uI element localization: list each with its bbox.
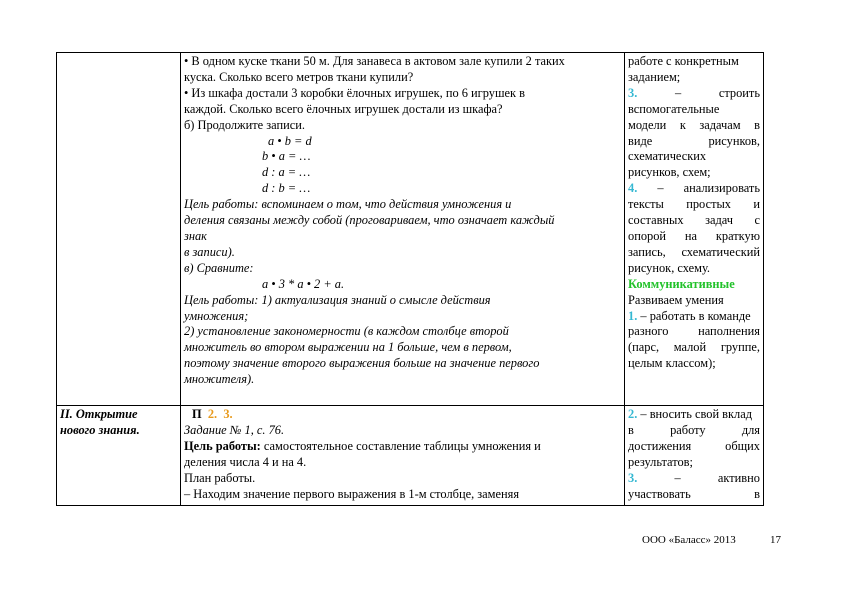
stage-title: II. Открытие [60,407,138,421]
uud-text: активно [717,470,760,485]
lesson-table [56,52,764,506]
uud-line [628,245,760,261]
goal-text: 2) установление закономерности (в каждом столбце второй [184,324,509,339]
uud-text: – [674,85,682,100]
formula: d : b = … [262,181,311,196]
plan-step: – Находим значение первого выражения в 1-м столбце, заменяя [184,486,520,501]
goal-text: умножения; [184,308,249,323]
uud-line [628,340,760,356]
uud-markers [184,407,621,423]
uud-line [628,197,760,213]
goal-text: деления числа 4 и на 4. [184,454,307,469]
uud-text: – [674,470,681,485]
stage-title: нового знания. [60,422,140,437]
footer-company: ООО «Баласс» 2013 [642,534,736,546]
uud-word: задачам [699,117,741,132]
uud-text: заданием; [628,69,681,84]
uud-word: на [684,228,698,243]
task-text: • В одном куске ткани 50 м. Для занавеса в актовом зале купили 2 таких [184,54,565,68]
uud-text: Развиваем умения [628,292,724,307]
uud-word: запись, [628,244,666,259]
table-row [57,406,764,506]
uud-line [628,423,760,439]
uud-word: для [741,422,760,437]
uud-word: участвовать [628,486,691,501]
uud-line [628,134,760,150]
goal-text: множитель во втором выражении на 1 больше, чем в первом, [184,340,512,355]
content-cell [181,53,625,406]
uud-word: с [754,213,760,228]
uud-word: составных [628,213,684,228]
goal-body: самостоятельное составление таблицы умножения и [260,438,541,453]
uud-text: работе с конкретным [628,54,739,68]
page-number: 17 [770,534,781,546]
formula: b • a = … [262,149,311,164]
uud-item [628,181,760,197]
task-text: каждой. Сколько всего ёлочных игрушек достали из шкафа? [184,101,503,116]
uud-word: в [754,117,760,132]
uud-text: – вносить свой вклад [640,407,753,421]
uud-word: в [628,422,634,437]
uud-text: вспомогательные [628,101,720,116]
item-number: 4. [628,181,638,196]
uud-item [628,471,760,487]
uud-text: схематических [628,149,707,164]
uud-word: работу [670,422,706,437]
item-number: 3. [628,85,638,100]
goal-text: поэтому значение второго выражения больше на значение первого [184,356,540,371]
compare-label: в) Сравните: [184,260,254,275]
uud-word: модели [628,117,667,132]
task-text: • Из шкафа достали 3 коробки ёлочных игрушек, по 6 игрушек в [184,85,525,100]
uud-item [628,309,760,325]
uud-word: задач [705,213,733,228]
uud-text: рисунок, схему. [628,260,711,275]
plan-heading: План работы. [184,470,256,485]
uud-word: общих [725,438,760,453]
task-reference: Задание № 1, с. 76. [184,422,285,437]
uud-word: к [679,117,686,132]
stage-cell [57,53,181,406]
goal-text: в записи). [184,244,235,259]
uud-line [628,213,760,229]
formula: d : a = … [262,165,311,180]
uud-text: целым классом); [628,356,716,371]
uud-word: малой [673,340,707,355]
uud-word: достижения [628,438,692,453]
uud-word: группе, [720,340,760,355]
goal-text: Цель работы: вспоминаем о том, что действия умножения и [184,197,512,212]
uud-item [628,407,760,423]
item-number: 3. [628,470,638,485]
goal-text: Цель работы: 1) актуализация знаний о смысле действия [184,292,491,307]
item-number: 2. [628,407,638,421]
section-heading-communicative: Коммуникативные [628,276,735,291]
marker-2: 2. [207,407,218,421]
uud-word: простых [686,197,731,212]
uud-line [628,118,760,134]
table-row [57,53,764,406]
uud-word: рисунков, [708,133,760,148]
uud-cell [625,53,764,406]
task-text: б) Продолжите записи. [184,117,305,132]
uud-cell [625,406,764,506]
stage-cell [57,406,181,506]
task-text: куска. Сколько всего метров ткани купили? [184,69,414,84]
uud-line [628,229,760,245]
uud-word: (парс, [628,340,660,355]
content-cell [181,406,625,506]
uud-word: схематический [681,244,760,259]
uud-text: рисунков, схем; [628,165,711,180]
page-footer [642,534,792,546]
item-number: 1. [628,308,638,323]
goal-label: Цель работы: [184,438,261,453]
uud-word: в [754,486,760,501]
uud-line [628,487,760,503]
uud-word: опорой [628,228,667,243]
goal-text: множителя). [184,372,255,387]
goal-text: знак [184,228,207,243]
uud-line [628,439,760,455]
uud-text: анализировать [683,181,760,196]
uud-word: краткую [715,228,760,243]
uud-line [628,324,760,340]
uud-item [628,86,760,102]
uud-word: наполнения [698,324,760,339]
uud-text: – работать в команде [640,308,751,323]
marker-p: П [192,407,202,421]
uud-text: строить [718,85,760,100]
uud-word: разного [628,324,669,339]
uud-word: виде [628,133,653,148]
uud-word: и [753,197,760,212]
uud-text: – [657,181,664,196]
goal-text: деления связаны между собой (проговариваем, что означает каждый [184,213,555,228]
formula: a • b = d [268,133,312,148]
uud-text: результатов; [628,454,693,469]
marker-3: 3. [223,407,233,421]
uud-word: тексты [628,197,664,212]
goal-text [184,439,621,455]
compare-expression: а • 3 * а • 2 + а. [262,276,345,291]
